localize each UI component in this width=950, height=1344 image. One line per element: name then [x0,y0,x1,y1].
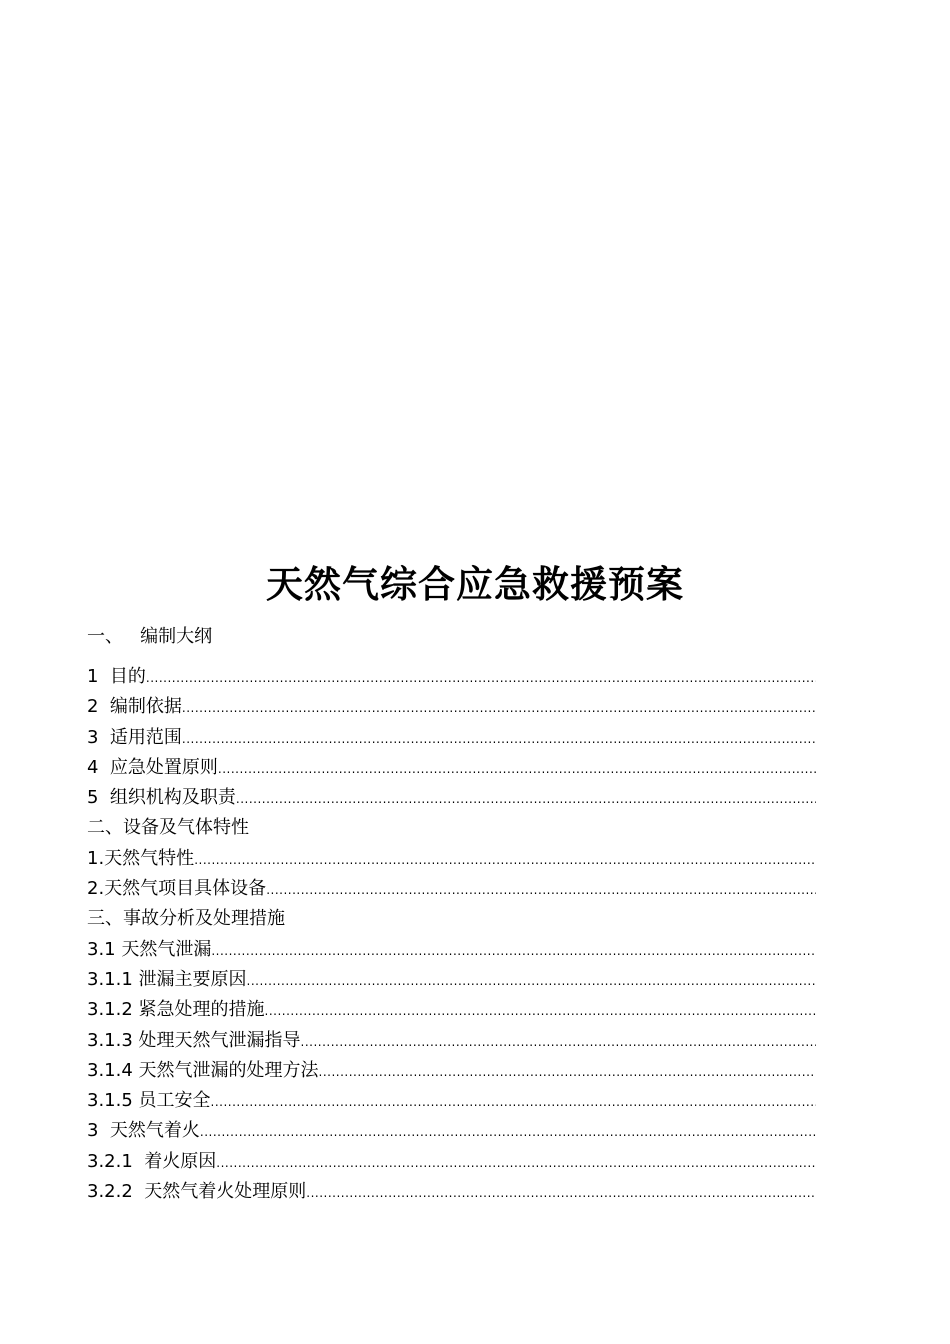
toc-entry-label: 3 适用范围 [87,726,182,748]
toc-entry-label: 1.天然气特性 [87,847,195,869]
toc-entry[interactable] [87,875,816,905]
toc-entry-label: 2 编制依据 [87,696,182,718]
toc-dot-leader [146,664,816,692]
toc-dot-leader [194,846,816,874]
toc-dot-leader [211,937,816,965]
toc-dot-leader [218,755,816,783]
toc-dot-leader [216,1149,816,1177]
section-heading-outline: 一、 编制大纲 [87,626,213,647]
toc-dot-leader [211,1088,816,1116]
toc-entry-label: 1 目的 [87,666,146,687]
toc-dot-leader [200,1118,816,1146]
toc-entry-label: 3.1.5 员工安全 [87,1090,211,1112]
toc-entry[interactable] [87,1057,816,1087]
toc-entry-label: 3.1.3 处理天然气泄漏指导 [87,1029,301,1051]
toc-entry[interactable] [87,936,816,966]
toc-entry[interactable] [87,693,816,723]
toc-dot-leader [247,967,816,995]
toc-entry-label: 4 应急处置原则 [87,756,218,778]
toc-entry[interactable] [87,1027,816,1057]
toc-entry-label: 3.1.4 天然气泄漏的处理方法 [87,1059,319,1081]
toc-entry-label: 2.天然气项目具体设备 [87,878,267,900]
toc-entry-label: 3.1 天然气泄漏 [87,938,212,960]
toc-entry[interactable] [87,1117,816,1147]
toc-entry[interactable] [87,996,816,1026]
toc-entry[interactable] [87,1148,816,1178]
toc-entry-label: 3 天然气着火 [87,1120,200,1142]
toc-entry[interactable] [87,966,816,996]
toc-entry[interactable] [87,905,816,935]
toc-entry-label: 3.1.1 泄漏主要原因 [87,968,247,990]
toc-dot-leader [265,997,816,1025]
toc-dot-leader [182,694,816,722]
toc-entry[interactable] [87,724,816,754]
toc-entry[interactable] [87,1178,816,1208]
toc-dot-leader [301,1028,816,1056]
toc-dot-leader [236,785,816,813]
document-title: 天然气综合应急救援预案 [266,562,684,606]
toc-dot-leader [182,725,816,753]
toc-entry-label: 3.2.1 着火原因 [87,1150,217,1172]
toc-entry[interactable] [87,784,816,814]
toc-dot-leader [266,876,816,904]
toc-entry-label: 3.1.2 紧急处理的措施 [87,999,265,1021]
toc-dot-leader [319,1058,816,1086]
toc-entry[interactable] [87,814,816,844]
toc-entry[interactable] [87,663,816,693]
table-of-contents [87,663,816,1208]
toc-entry-label: 二、设备及气体特性 [87,817,249,839]
toc-entry[interactable] [87,754,816,784]
toc-entry[interactable] [87,845,816,875]
toc-dot-leader [306,1179,816,1207]
toc-entry-label: 5 组织机构及职责 [87,787,236,809]
toc-entry-label: 三、事故分析及处理措施 [87,908,285,930]
toc-entry[interactable] [87,1087,816,1117]
toc-entry-label: 3.2.2 天然气着火处理原则 [87,1181,307,1203]
